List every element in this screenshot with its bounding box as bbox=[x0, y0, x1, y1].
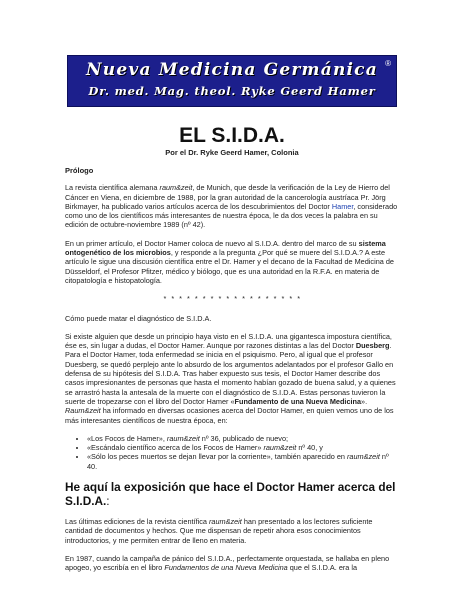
text-run: «Sólo los peces muertos se dejan llevar por la corriente», también aparecido en bbox=[87, 452, 347, 462]
prologo-paragraph-1 bbox=[65, 183, 400, 229]
registered-mark: ® bbox=[385, 59, 391, 68]
magazine-name: raum&zeit bbox=[159, 183, 193, 193]
page-title: EL S.I.D.A. bbox=[179, 124, 285, 147]
section-heading bbox=[65, 480, 400, 508]
text-run: , de Munich, que desde la verificación de la Ley de Hierro del Cáncer en Viena, en diciembre de 1988, por la gran autoridad de la cancerología austríaca Pr. Jörg Birkmayer, ha publicado varios artículos acerca de los descubrimientos del Doctor bbox=[65, 183, 390, 211]
text-run: han presentado a los lectores suficiente cantidad de documentos y hechos. Que me dispensan de repetir ahora esos conocimientos introductorios, y me permiten entrar de lleno en materia. bbox=[65, 517, 373, 545]
bold-term: sistema ontogenético de los microbios bbox=[65, 238, 386, 258]
text-run: que el S.I.D.A. era la bbox=[287, 563, 358, 573]
text-run: «Los Focos de Hamer», bbox=[87, 433, 167, 443]
text-run: Las últimas ediciones de la revista científica bbox=[65, 517, 209, 527]
text-run: En 1987, cuando la campaña de pánico del S.I.D.A., perfectamente orquestada, se hallaba en pleno apogeo, yo escribía en el libro bbox=[65, 553, 390, 573]
prologo-paragraph-2 bbox=[65, 239, 400, 285]
body-paragraph-4 bbox=[65, 517, 400, 545]
article-list bbox=[65, 434, 400, 471]
list-item bbox=[87, 434, 400, 443]
body-paragraph-5 bbox=[65, 554, 400, 573]
text-run: Si existe alguien que desde un principio haya visto en el S.I.D.A. una gigantesca impostura científica, ése es, sin lugar a dudas, el Doctor Hamer. Aunque por razones distintas a las del Doctor bbox=[65, 331, 392, 351]
body-paragraph-3 bbox=[65, 332, 400, 425]
prologo-heading: Prólogo bbox=[65, 166, 94, 175]
text-run: En un primer artículo, el Doctor Hamer coloca de nuevo al S.I.D.A. dentro del marco de su bbox=[65, 238, 359, 248]
magazine-name: Raum&zeit bbox=[65, 406, 101, 416]
book-title: Fundamento de una Nueva Medicina bbox=[234, 396, 362, 406]
book-title: Fundamentos de una Nueva Medicina bbox=[164, 563, 288, 573]
separator-stars: * * * * * * * * * * * * * * * * * * bbox=[163, 294, 302, 304]
text-run: nº 40, y bbox=[296, 443, 323, 453]
magazine-name: raum&zeit bbox=[263, 443, 297, 453]
text-run: nº 40. bbox=[87, 452, 389, 471]
text-run: , considerado como uno de los científicos más interesantes de nuestra época, le da dos veces la palabra en su edición de octubre-noviembre 1989 (nº 42). bbox=[65, 201, 398, 230]
text-run: ». bbox=[361, 396, 368, 406]
magazine-name: raum&zeit bbox=[208, 517, 242, 527]
intro-line: Cómo puede matar el diagnóstico de S.I.D.A. bbox=[65, 313, 212, 323]
section-heading-text: He aquí la exposición que hace el Doctor Hamer acerca del S.I.D.A. bbox=[65, 480, 396, 509]
banner-author: Dr. med. Mag. theol. Ryke Geerd Hamer bbox=[88, 84, 376, 98]
text-run: , y responde a la pregunta ¿Por qué se muere del S.I.D.A.? A este artículo le sigue una discusión científica entre el Dr. Hamer y el decano de la Facultad de Medicina de Düsseldorf, el Profesor Pfitzer, médico y biólogo, que es una autoridad en la R.F.A. en materia de citopatología e histopatología. bbox=[65, 248, 394, 285]
section-heading-colon: : bbox=[106, 494, 110, 509]
text-run: La revista científica alemana bbox=[65, 183, 160, 193]
magazine-name: raum&zeit bbox=[347, 452, 380, 462]
text-run: ha informado en diversas ocasiones acerca del Doctor Hamer, en quien vemos uno de los más interesantes científicos de nuestra época, en: bbox=[65, 406, 394, 425]
header-banner bbox=[67, 55, 397, 107]
text-run: «Escándalo científico acerca de los Focos de Hamer» bbox=[87, 443, 264, 453]
bold-name: Duesberg bbox=[355, 341, 390, 351]
list-item bbox=[87, 452, 400, 471]
magazine-name: raum&zeit bbox=[166, 433, 200, 443]
banner-title: Nueva Medicina Germánica bbox=[86, 60, 378, 80]
text-run: nº 36, publicado de nuevo; bbox=[199, 433, 289, 443]
text-run: . Para el Doctor Hamer, toda enfermedad se inicia en el psiquismo. Pero, al igual que el profesor Duesberg, se quedó perplejo ante lo absurdo de los argumentos adelantados por el profesor Gallo en defensa de su hipótesis del S.I.D.A. Tras haber expuesto sus tesis, el Doctor Hamer describe dos casos impresionantes de personas que hasta el momento habían gozado de buena salud, y a quienes se arrastró hasta la antesala de la muerte con el diagnóstico de S.I.D.A. Estas personas tuvieron la suerte de tropezarse con el libro del Doctor Hamer « bbox=[65, 341, 396, 406]
list-item bbox=[87, 443, 400, 452]
byline: Por el Dr. Ryke Geerd Hamer, Colonia bbox=[165, 148, 299, 157]
article-body bbox=[65, 162, 400, 582]
hamer-link[interactable]: Hamer bbox=[331, 201, 354, 211]
